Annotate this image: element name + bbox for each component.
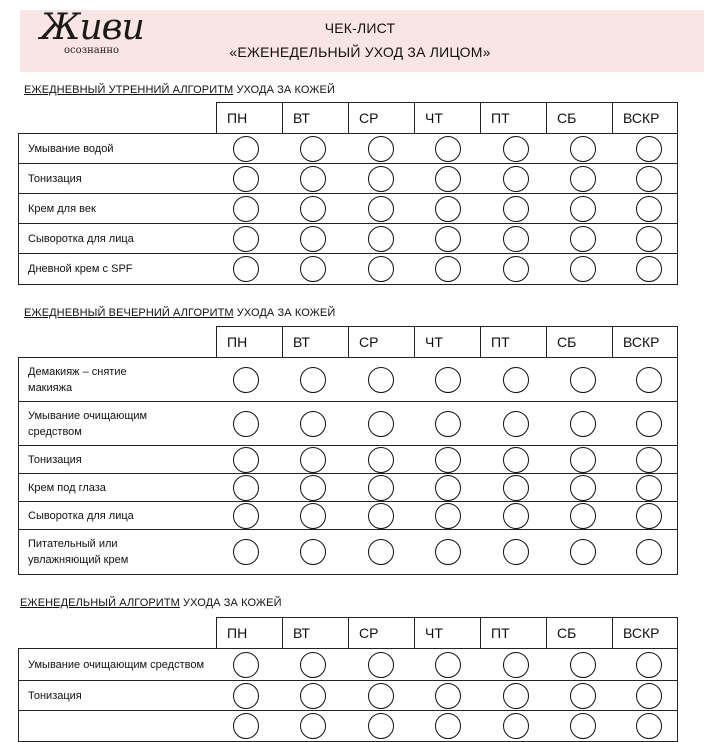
day-checkbox-circle[interactable] bbox=[503, 136, 529, 162]
day-checkbox-circle[interactable] bbox=[233, 166, 259, 192]
weekday-header bbox=[216, 617, 678, 649]
section-title-underlined: ЕЖЕДНЕВНЫЙ ВЕЧЕРНИЙ АЛГОРИТМ bbox=[24, 307, 234, 319]
weekday-header bbox=[216, 326, 678, 358]
section-title bbox=[24, 84, 335, 96]
day-checkbox-circle[interactable] bbox=[636, 475, 662, 501]
weekday-label: СР bbox=[349, 618, 415, 648]
day-checkbox-circle[interactable] bbox=[300, 367, 326, 393]
day-checkbox-circle[interactable] bbox=[636, 539, 662, 565]
day-checkbox-circle[interactable] bbox=[570, 136, 596, 162]
checklist-row bbox=[19, 681, 677, 711]
day-checkbox-circle[interactable] bbox=[300, 411, 326, 437]
day-checkbox-circle[interactable] bbox=[233, 367, 259, 393]
day-checkbox-circle[interactable] bbox=[368, 447, 394, 473]
step-label: Сыворотка для лица bbox=[28, 510, 134, 522]
day-checkbox-circle[interactable] bbox=[300, 136, 326, 162]
checklist-row bbox=[19, 474, 677, 502]
day-checkbox-circle[interactable] bbox=[233, 539, 259, 565]
day-checkbox-circle[interactable] bbox=[435, 683, 461, 709]
checklist-row bbox=[19, 254, 677, 284]
day-checkbox-circle[interactable] bbox=[300, 256, 326, 282]
section-title-rest: УХОДА ЗА КОЖЕЙ bbox=[233, 307, 336, 319]
day-checkbox-circle[interactable] bbox=[503, 166, 529, 192]
weekday-label: ПТ bbox=[481, 618, 547, 648]
weekday-label: ЧТ bbox=[415, 618, 481, 648]
checklist-row bbox=[19, 711, 677, 741]
checklist-row bbox=[19, 649, 677, 681]
step-label: Тонизация bbox=[28, 454, 82, 466]
day-checkbox-circle[interactable] bbox=[503, 652, 529, 678]
day-checkbox-circle[interactable] bbox=[503, 196, 529, 222]
weekday-label: ПТ bbox=[481, 103, 547, 133]
day-checkbox-circle[interactable] bbox=[636, 411, 662, 437]
day-checkbox-circle[interactable] bbox=[368, 367, 394, 393]
checklist-row bbox=[19, 358, 677, 402]
day-checkbox-circle[interactable] bbox=[300, 683, 326, 709]
checklist-row bbox=[19, 194, 677, 224]
weekday-label: ПТ bbox=[481, 327, 547, 357]
day-checkbox-circle[interactable] bbox=[570, 475, 596, 501]
day-checkbox-circle[interactable] bbox=[570, 226, 596, 252]
day-checkbox-circle[interactable] bbox=[300, 447, 326, 473]
day-checkbox-circle[interactable] bbox=[570, 539, 596, 565]
weekday-label: ПН bbox=[217, 618, 283, 648]
day-checkbox-circle[interactable] bbox=[300, 652, 326, 678]
day-checkbox-circle[interactable] bbox=[233, 226, 259, 252]
day-checkbox-circle[interactable] bbox=[435, 447, 461, 473]
checklist-row bbox=[19, 164, 677, 194]
checklist-grid bbox=[18, 133, 678, 285]
day-checkbox-circle[interactable] bbox=[233, 256, 259, 282]
day-checkbox-circle[interactable] bbox=[233, 652, 259, 678]
section-title-rest: УХОДА ЗА КОЖЕЙ bbox=[233, 84, 336, 96]
day-checkbox-circle[interactable] bbox=[636, 226, 662, 252]
checklist-row bbox=[19, 224, 677, 254]
day-checkbox-circle[interactable] bbox=[570, 411, 596, 437]
day-checkbox-circle[interactable] bbox=[300, 226, 326, 252]
weekday-label: ЧТ bbox=[415, 103, 481, 133]
checklist-row bbox=[19, 134, 677, 164]
section-title-rest: УХОДА ЗА КОЖЕЙ bbox=[179, 597, 282, 609]
day-checkbox-circle[interactable] bbox=[368, 256, 394, 282]
day-checkbox-circle[interactable] bbox=[368, 652, 394, 678]
day-checkbox-circle[interactable] bbox=[636, 503, 662, 529]
day-checkbox-circle[interactable] bbox=[570, 683, 596, 709]
day-checkbox-circle[interactable] bbox=[233, 447, 259, 473]
day-checkbox-circle[interactable] bbox=[636, 447, 662, 473]
checklist-grid bbox=[18, 357, 678, 575]
day-checkbox-circle[interactable] bbox=[368, 226, 394, 252]
day-checkbox-circle[interactable] bbox=[233, 136, 259, 162]
day-checkbox-circle[interactable] bbox=[300, 539, 326, 565]
checklist-row bbox=[19, 402, 677, 446]
section-title-underlined: ЕЖЕНЕДЕЛЬНЫЙ АЛГОРИТМ bbox=[20, 597, 180, 609]
weekday-label: ВСКР bbox=[623, 110, 660, 126]
day-checkbox-circle[interactable] bbox=[368, 136, 394, 162]
day-checkbox-circle[interactable] bbox=[368, 166, 394, 192]
day-checkbox-circle[interactable] bbox=[435, 136, 461, 162]
day-checkbox-circle[interactable] bbox=[300, 503, 326, 529]
day-checkbox-circle[interactable] bbox=[636, 367, 662, 393]
day-checkbox-circle[interactable] bbox=[300, 713, 326, 739]
step-label: Умывание очищающим средством bbox=[28, 659, 205, 671]
weekday-label: СР bbox=[349, 103, 415, 133]
day-checkbox-circle[interactable] bbox=[570, 447, 596, 473]
day-checkbox-circle[interactable] bbox=[503, 713, 529, 739]
day-checkbox-circle[interactable] bbox=[368, 683, 394, 709]
checklist-grid bbox=[18, 648, 678, 742]
day-checkbox-circle[interactable] bbox=[570, 713, 596, 739]
day-checkbox-circle[interactable] bbox=[368, 475, 394, 501]
weekday-label: СБ bbox=[547, 618, 613, 648]
day-checkbox-circle[interactable] bbox=[570, 196, 596, 222]
day-checkbox-circle[interactable] bbox=[503, 256, 529, 282]
step-label: Питательный или увлажняющий крем bbox=[28, 538, 129, 566]
day-checkbox-circle[interactable] bbox=[233, 683, 259, 709]
weekday-label: ВТ bbox=[283, 618, 349, 648]
day-checkbox-circle[interactable] bbox=[368, 539, 394, 565]
day-checkbox-circle[interactable] bbox=[233, 475, 259, 501]
day-checkbox-circle[interactable] bbox=[636, 713, 662, 739]
day-checkbox-circle[interactable] bbox=[435, 411, 461, 437]
weekday-label: СБ bbox=[547, 327, 613, 357]
step-label: Дневной крем с SPF bbox=[28, 263, 133, 275]
day-checkbox-circle[interactable] bbox=[435, 503, 461, 529]
day-checkbox-circle[interactable] bbox=[435, 652, 461, 678]
day-checkbox-circle[interactable] bbox=[503, 447, 529, 473]
step-label: Тонизация bbox=[28, 173, 82, 185]
day-checkbox-circle[interactable] bbox=[233, 713, 259, 739]
day-checkbox-circle[interactable] bbox=[570, 256, 596, 282]
day-checkbox-circle[interactable] bbox=[233, 411, 259, 437]
weekday-label: ВСКР bbox=[623, 625, 660, 641]
section-title bbox=[20, 597, 282, 609]
day-checkbox-circle[interactable] bbox=[368, 713, 394, 739]
page-title-line1: ЧЕК-ЛИСТ bbox=[324, 20, 396, 36]
weekday-label: ПН bbox=[217, 327, 283, 357]
day-checkbox-circle[interactable] bbox=[233, 196, 259, 222]
day-checkbox-circle[interactable] bbox=[503, 226, 529, 252]
weekday-header bbox=[216, 102, 678, 134]
day-checkbox-circle[interactable] bbox=[435, 713, 461, 739]
day-checkbox-circle[interactable] bbox=[368, 411, 394, 437]
day-checkbox-circle[interactable] bbox=[300, 166, 326, 192]
day-checkbox-circle[interactable] bbox=[503, 503, 529, 529]
step-label: Демакияж – снятие макияжа bbox=[28, 366, 127, 394]
day-checkbox-circle[interactable] bbox=[233, 503, 259, 529]
step-label: Крем для век bbox=[28, 203, 96, 215]
day-checkbox-circle[interactable] bbox=[368, 196, 394, 222]
checklist-row bbox=[19, 502, 677, 530]
step-label: Умывание водой bbox=[28, 143, 114, 155]
day-checkbox-circle[interactable] bbox=[636, 683, 662, 709]
day-checkbox-circle[interactable] bbox=[503, 539, 529, 565]
weekday-label: СР bbox=[349, 327, 415, 357]
day-checkbox-circle[interactable] bbox=[503, 683, 529, 709]
page-title-line2: «ЕЖЕНЕДЕЛЬНЫЙ УХОД ЗА ЛИЦОМ» bbox=[229, 44, 491, 60]
day-checkbox-circle[interactable] bbox=[435, 539, 461, 565]
day-checkbox-circle[interactable] bbox=[300, 475, 326, 501]
step-label: Умывание очищающим средством bbox=[28, 410, 148, 438]
day-checkbox-circle[interactable] bbox=[636, 652, 662, 678]
day-checkbox-circle[interactable] bbox=[570, 503, 596, 529]
day-checkbox-circle[interactable] bbox=[636, 166, 662, 192]
checklist-row bbox=[19, 530, 677, 574]
checklist-row bbox=[19, 446, 677, 474]
section-title-underlined: ЕЖЕДНЕВНЫЙ УТРЕННИЙ АЛГОРИТМ bbox=[24, 84, 234, 96]
day-checkbox-circle[interactable] bbox=[300, 196, 326, 222]
day-checkbox-circle[interactable] bbox=[503, 411, 529, 437]
day-checkbox-circle[interactable] bbox=[368, 503, 394, 529]
weekday-label: ВТ bbox=[283, 103, 349, 133]
weekday-label: ЧТ bbox=[415, 327, 481, 357]
day-checkbox-circle[interactable] bbox=[435, 256, 461, 282]
day-checkbox-circle[interactable] bbox=[570, 652, 596, 678]
step-label: Сыворотка для лица bbox=[28, 233, 134, 245]
day-checkbox-circle[interactable] bbox=[636, 196, 662, 222]
logo-script-text: Живи bbox=[40, 7, 144, 48]
day-checkbox-circle[interactable] bbox=[435, 226, 461, 252]
day-checkbox-circle[interactable] bbox=[503, 367, 529, 393]
day-checkbox-circle[interactable] bbox=[636, 136, 662, 162]
weekday-label: ВСКР bbox=[623, 334, 660, 350]
weekday-label: СБ bbox=[547, 103, 613, 133]
day-checkbox-circle[interactable] bbox=[570, 367, 596, 393]
day-checkbox-circle[interactable] bbox=[435, 475, 461, 501]
section-title bbox=[24, 307, 335, 319]
step-label: Крем под глаза bbox=[28, 482, 106, 494]
day-checkbox-circle[interactable] bbox=[503, 475, 529, 501]
weekday-label: ПН bbox=[217, 103, 283, 133]
step-label: Тонизация bbox=[28, 690, 82, 702]
logo-subtext: осознанно bbox=[64, 45, 120, 56]
day-checkbox-circle[interactable] bbox=[636, 256, 662, 282]
day-checkbox-circle[interactable] bbox=[435, 166, 461, 192]
day-checkbox-circle[interactable] bbox=[435, 196, 461, 222]
day-checkbox-circle[interactable] bbox=[570, 166, 596, 192]
weekday-label: ВТ bbox=[283, 327, 349, 357]
day-checkbox-circle[interactable] bbox=[435, 367, 461, 393]
